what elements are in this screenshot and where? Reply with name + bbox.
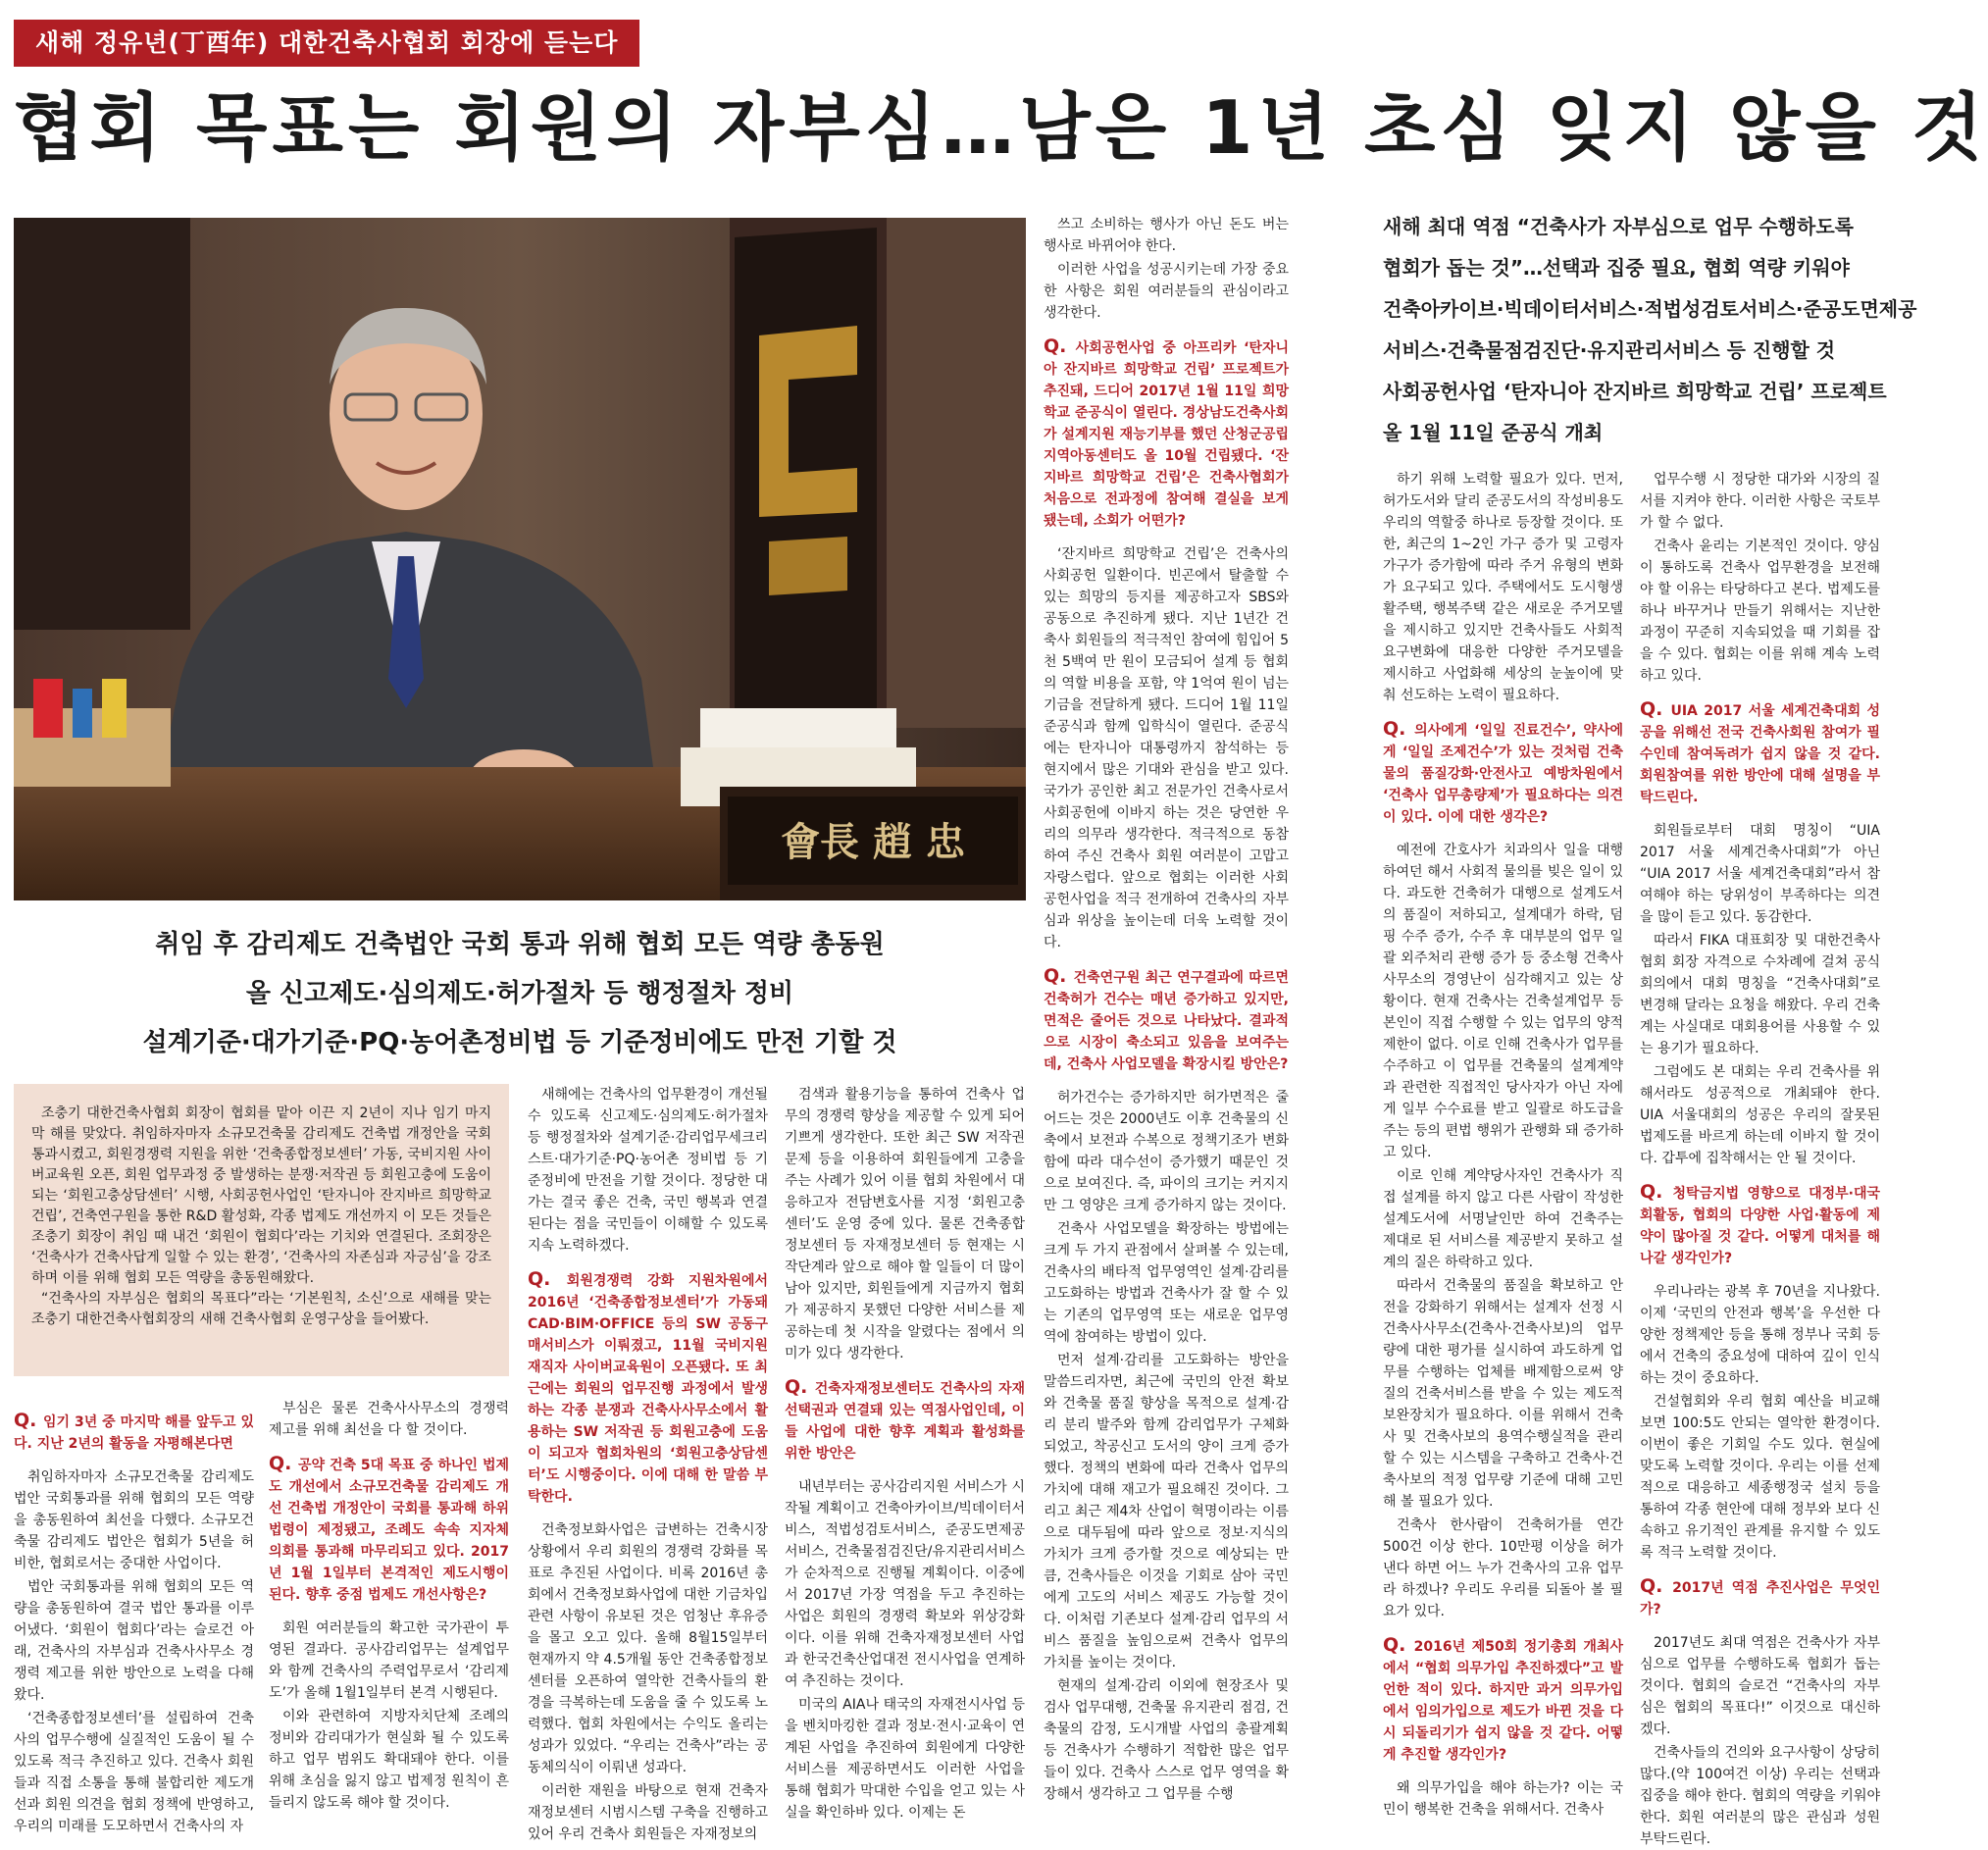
- body-paragraph: 이로 인해 계약당사자인 건축사가 직접 설계를 하지 않고 다른 사람이 작성한 설계도서에 서명날인만 하여 건축주는 제대로 된 서비스를 제공받지 못하고 설계의 질은 하락하고 있다.: [1383, 1168, 1623, 1270]
- section-kicker: 새해 정유년(丁酉年) 대한건축사협회 회장에 듣는다: [14, 20, 639, 67]
- question: [1383, 1634, 1623, 1766]
- body-paragraph: 건축사 윤리는 기본적인 것이다. 양심이 통하도록 건축사 업무환경을 보전해야 할 이유는 타당하다고 본다. 법제도를 하나 바꾸거나 만들기 위해서는 지난한 과정이 꾸준히 지속되었을 때 기회를 잡을 수 있다. 협회는 이를 위해 계속 노력하고 있다.: [1640, 539, 1880, 684]
- body-paragraph: 이러한 사업을 성공시키는데 가장 중요한 사항은 회원 여러분들의 관심이라고 생각한다.: [1044, 262, 1289, 321]
- headline: 협회 목표는 회원의 자부심…남은 1년 초심 잊지 않을 것: [14, 84, 1988, 171]
- body-paragraph: 검색과 활용기능을 통하여 건축사 업무의 경쟁력 향상을 제공할 수 있게 되어 기쁘게 생각한다. 또한 최근 SW 저작권 문제 등을 이용하여 회원들에게 고충을 주는 사례가 있어 이를 협회 차원에서 대응하고자 전담변호사를 지정 ‘회원고충센터’도 운영 중에 있다. 물론 건축종합정보센터 등 자재정보센터 등 현재는 시작단계라 앞으로 해야 할 일들이 더 많이 남아 있지만, 회원들에게 지금까지 협회가 제공하지 못했던 다양한 서비스를 제공하는데 첫 시작을 알렸다는 점에서 의미가 있다 생각한다.: [785, 1087, 1025, 1362]
- question-marker: Q.: [1640, 1575, 1673, 1597]
- subhead-3: 설계기준·대가기준·PQ·농어촌정비법 등 기준정비에도 만전 기할 것: [142, 1028, 897, 1057]
- body-paragraph: 하기 위해 노력할 필요가 있다. 먼저, 허가도서와 달리 준공도서의 작성비용도 우리의 역할중 하나로 등장할 것이다. 또한, 최근의 1~2인 가구 증가 및 고령자 가구가 증가함에 따라 주거 유형의 변화가 요구되고 있다. 주택에서도 도시형생활주택, 행복주택 같은 새로운 주거모델을 제시하고 있지만 건축사들도 사회적 요구변화에 대응한 다양한 주거모델을 제시하고 사업화해 세상의 눈높이에 맞춰 선도하는 노력이 필요하다.: [1383, 472, 1623, 703]
- subheads: [14, 920, 1026, 1067]
- subhead-1: 취임 후 감리제도 건축법안 국회 통과 위해 협회 모든 역량 총동원: [155, 930, 885, 959]
- body-paragraph: 미국의 AIA나 태국의 자재전시사업 등을 벤치마킹한 결과 정보·전시·교육이 연계된 사업을 추진하여 회원에게 다양한 서비스를 제공하면서도 이러한 사업을 통해 협회가 막대한 수입을 얻고 있는 사실을 확인하바 있다. 이제는 돈: [785, 1697, 1025, 1821]
- body-paragraph: 2017년도 최대 역점은 건축사가 자부심으로 업무를 수행하도록 협회가 돕는 것이다. 협회의 슬로건 “건축사의 자부심은 협회의 목표다!” 이것으로 대신하겠다.: [1640, 1635, 1880, 1737]
- question: [1640, 698, 1880, 808]
- right-subhead: 올 1월 11일 준공식 개최: [1383, 421, 1604, 444]
- article-column-4: [785, 1084, 1025, 1829]
- right-subhead: 협회가 돕는 것”…선택과 집중 필요, 협회 역량 키워야: [1383, 256, 1850, 280]
- body-paragraph: 건축사 사업모델을 확장하는 방법에는 크게 두 가지 관점에서 살펴볼 수 있는데, 건축사의 배타적 업무영역인 설계·감리를 고도화하는 방법과 건축사가 잘 할 수 있는 기존의 업무영역 또는 새로운 업무영역에 참여하는 방법이 있다.: [1044, 1221, 1289, 1345]
- body-paragraph: 이러한 재원을 바탕으로 현재 건축자재정보센터 시범시스템 구축을 진행하고 있어 우리 건축사 회원들은 자재정보의: [528, 1783, 768, 1842]
- body-paragraph: 회원들로부터 대회 명칭이 “UIA 2017 서울 세계건축사대회”가 아닌 “UIA 2017 서울 세계건축대회”라서 참여해야 하는 당위성이 부족하다는 의견을 많이 듣고 있다. 동감한다.: [1640, 823, 1880, 925]
- right-subheads: [1383, 206, 1917, 453]
- question: [1383, 718, 1623, 828]
- body-paragraph: 따라서 FIKA 대표회장 및 대한건축사협회 회장 자격으로 수차례에 걸쳐 공식회의에서 대회 명칭을 “건축사대회”로 변경해 달라는 요청을 해왔다. 우리 건축계는 사실대로 대회용어를 사용할 수 있는 용기가 필요하다.: [1640, 933, 1880, 1056]
- question: [1044, 965, 1289, 1075]
- lead-box: [14, 1084, 509, 1376]
- body-paragraph: 건축사들의 건의와 요구사항이 상당히 많다.(약 100여건 이상) 우리는 선택과 집중을 해야 한다. 협회의 역량을 키워야 한다. 회원 여러분의 많은 관심과 성원 부탁드린다.: [1640, 1745, 1880, 1847]
- question-text: 임기 3년 중 마지막 해를 앞두고 있다. 지난 2년의 활동을 자평해본다면: [14, 1414, 254, 1452]
- body-paragraph: 왜 의무가입을 해야 하는가? 이는 국민이 행복한 건축을 위해서다. 건축사: [1383, 1780, 1623, 1818]
- body-paragraph: ‘잔지바르 희망학교 건립’은 건축사의 사회공헌 일환이다. 빈곤에서 탈출할 수 있는 희망의 등지를 제공하고자 SBS와 공동으로 추진하게 됐다. 지난 1년간 건축사 회원들의 적극적인 참여에 힘입어 5천 5백여 만 원이 모금되어 설계 등 협회의 역할 비용을 포함, 약 1억여 원이 넘는 기금을 전달하게 됐다. 드디어 1월 11일 준공식과 함께 입학식이 열린다. 준공식에는 탄자니아 대통령까지 참석하는 등 현지에서 많은 기대와 관심을 받고 있다. 국가가 공인한 최고 전문가인 건축사로서 사회공헌에 이바지 하는 것은 당연한 우리의 의무라 생각한다. 적극적으로 동참하여 주신 건축사 회원 여러분이 고맙고 자랑스럽다. 앞으로 협회는 이러한 사회공헌사업을 적극 전개하여 건축사의 자부심과 위상을 높이는데 더욱 노력할 것이다.: [1044, 546, 1289, 951]
- body-paragraph: 건설협회와 우리 협회 예산을 비교해 보면 100:5도 안되는 열악한 환경이다. 이번이 좋은 기회일 수도 있다. 현실에 맞도록 노력할 것이다. 우리는 이를 선제적으로 대응하고 세종행정국 설치 등을 통하여 각종 현안에 대해 정부와 보다 신속하고 유기적인 관계를 유지할 수 있도록 적극 노력할 것이다.: [1640, 1394, 1880, 1561]
- body-paragraph: 건축정보화사업은 급변하는 건축시장 상황에서 우리 회원의 경쟁력 강화를 목표로 추진된 사업이다. 비록 2016년 총회에서 건축정보화사업에 대한 기금차입 관련 사항이 유보된 것은 엄청난 후유증을 몰고 오고 있다. 올해 8월15일부터 현재까지 약 4.5개월 동안 건축종합정보센터를 오픈하여 열악한 건축사들의 환경을 극복하는데 도움을 줄 수 있도록 노력했다. 협회 차원에서는 수익도 올리는 성과가 있었다. “우리는 건축사”라는 공동체의식이 이뤄낸 성과다.: [528, 1522, 768, 1775]
- question-text: 의사에게 ‘일일 진료건수’, 약사에게 ‘일일 조제건수’가 있는 것처럼 건축물의 품질강화·안전사고 예방차원에서 ‘건축사 업무총량제’가 필요하다는 의견이 있다. 이에 대한 생각은?: [1383, 723, 1623, 825]
- body-paragraph: 법안 국회통과를 위해 협회의 모든 역량을 총동원하여 결국 법안 통과를 이루어냈다. ‘회원이 협회다’라는 슬로건 아래, 건축사의 자부심과 건축사사무소 경쟁력 제고를 위한 방안으로 노력을 다해왔다.: [14, 1579, 254, 1703]
- article-column-5: [1044, 214, 1289, 1829]
- article-column-3: [528, 1084, 769, 1842]
- question-text: 공약 건축 5대 목표 중 하나인 법제도 개선에서 소규모건축물 감리제도 개선 건축법 개정안이 국회를 통과해 하위법령이 제정됐고, 조례도 속속 지자체 의회를 통과해 마무리되고 있다. 2017년 1월 1일부터 본격적인 제도시행이 된다. 향후 중점 법제도 개선사항은?: [269, 1458, 509, 1603]
- question-marker: Q.: [1640, 1181, 1673, 1203]
- question: [269, 1453, 509, 1606]
- question: [785, 1376, 1025, 1465]
- body-paragraph: 이와 관련하여 지방자치단체 조례의 정비와 감리대가가 현실화 될 수 있도록 하고 업무 범위도 확대돼야 한다. 이를 위해 초심을 잃지 않고 법제정 원칙이 흔들리지 않도록 해야 할 것이다.: [269, 1709, 509, 1811]
- question-text: 회원경쟁력 강화 지원차원에서 2016년 ‘건축종합정보센터’가 가동돼 CAD·BIM·OFFICE 등의 SW 공동구매서비스가 이뤄졌고, 11월 국비지원 재직자 사이버교육원이 오픈됐다. 또 최근에는 회원의 업무진행 과정에서 발생하는 각종 분쟁과 건축사사무소에서 활용하는 SW 저작권 등 회원고충에 도움이 되고자 협회차원의 ‘회원고충상담센터’도 시행중이다. 이에 대해 한 말씀 부탁한다.: [528, 1273, 769, 1505]
- right-subhead: 건축아카이브·빅데이터서비스·적법성검토서비스·준공도면제공: [1383, 297, 1917, 321]
- question-text: 건축자재정보센터도 건축사의 자재선택권과 연결돼 있는 역점사업인데, 이들 사업에 대한 향후 계획과 활성화를 위한 방안은: [785, 1381, 1026, 1462]
- question: [1640, 1575, 1880, 1620]
- right-subhead: 서비스·건축물점검진단·유지관리서비스 등 진행할 것: [1383, 338, 1836, 362]
- question-text: 사회공헌사업 중 아프리카 ‘탄자니아 잔지바르 희망학교 건립’ 프로젝트가 추진돼, 드디어 2017년 1월 11일 희망학교 준공식이 열린다. 경상남도건축사회가 설계지원 재능기부를 했던 산청군공립지역아동센터도 올 10월 건립됐다. ‘잔지바르 희망학교 건립’은 건축사협회가 처음으로 전과정에 참여해 결실을 보게 됐는데, 소회가 어떤가?: [1044, 340, 1289, 529]
- nameplate: 會長 趙 忠: [781, 819, 965, 865]
- body-paragraph: 먼저 설계·감리를 고도화하는 방안을 말씀드리자면, 최근에 국민의 안전 확보와 건축물 품질 향상을 목적으로 설계·감리 분리 발주와 함께 감리업무가 구체화되었고, 착공신고 도서의 양이 크게 증가했다. 정책의 변화에 따라 건축사 업무의 가치에 대해 재고가 필요해진 것이다. 그리고 최근 제4차 산업이 혁명이라는 이름으로 대두됨에 따라 앞으로 정보·지식의 가치가 크게 증가할 것으로 예상되는 만큼, 건축사들은 이것을 기회로 삼아 국민에게 고도의 서비스 제공도 가능할 것이다. 이처럼 기존보다 설계·감리 업무의 서비스 품질을 높임으로써 건축사 업무의 가치를 높이는 것이다.: [1044, 1353, 1289, 1670]
- body-paragraph: 내년부터는 공사감리지원 서비스가 시작될 계획이고 건축아카이브/빅데이터서비스, 적법성검토서비스, 준공도면제공서비스, 건축물점검진단/유지관리서비스가 순차적으로 진행될 계획이다. 이중에서 2017년 가장 역점을 두고 추진하는 사업은 회원의 경쟁력 확보와 위상강화이다. 이를 위해 건축자재정보센터 사업과 한국건축산업대전 전시사업을 연계하여 추진하는 것이다.: [785, 1479, 1025, 1689]
- question-marker: Q.: [14, 1410, 44, 1431]
- body-paragraph: 우리나라는 광복 후 70년을 지나왔다. 이제 ‘국민의 안전과 행복’을 우선한 다양한 정책제안 등을 통해 정부나 국회 등에서 건축의 중요성에 대하여 깊이 인식하는 것이 중요하다.: [1640, 1284, 1880, 1386]
- question-text: 2017년 역점 추진사업은 무엇인가?: [1640, 1580, 1880, 1618]
- question-marker: Q.: [1640, 698, 1671, 720]
- question-marker: Q.: [1044, 335, 1076, 357]
- article-column-7: [1640, 469, 1881, 1847]
- body-paragraph: 현재의 설계·감리 이외에 현장조사 및 검사 업무대행, 건축물 유지관리 점검, 건축물의 감정, 도시개발 사업의 총괄계획 등 건축사가 수행하기 적합한 많은 업무들이 있다. 건축사 스스로 업무 영역을 확장해서 생각하고 그 업무를 수행: [1044, 1678, 1289, 1802]
- body-paragraph: 부심은 물론 건축사사무소의 경쟁력 제고를 위해 최선을 다 할 것이다.: [269, 1401, 509, 1438]
- body-paragraph: 그럼에도 본 대회는 우리 건축사를 위해서라도 성공적으로 개최돼야 한다. UIA 서울대회의 성공은 우리의 잘못된 법제도를 바르게 하는데 이바지 할 것이다. 갑투에 집착해서는 안 될 것이다.: [1640, 1064, 1880, 1166]
- subhead-2: 올 신고제도·심의제도·허가절차 등 행정절차 정비: [245, 979, 794, 1008]
- question: [528, 1268, 768, 1508]
- body-paragraph: ‘건축종합정보센터’를 설립하여 건축사의 업무수행에 실질적인 도움이 될 수 있도록 적극 추진하고 있다. 건축사 회원들과 직접 소통을 통해 불합리한 제도개선과 회원 의견을 협회 정책에 반영하고, 우리의 미래를 도모하면서 건축사의 자: [14, 1711, 254, 1834]
- question-marker: Q.: [1044, 965, 1074, 987]
- right-subhead: 사회공헌사업 ‘탄자니아 잔지바르 희망학교 건립’ 프로젝트: [1383, 380, 1887, 403]
- body-paragraph: 쓰고 소비하는 행사가 아닌 돈도 버는 행사로 바뀌어야 한다.: [1044, 217, 1289, 254]
- question-text: 2016년 제50회 정기총회 개최사에서 “협회 의무가입 추진하겠다”고 발언한 적이 있다. 하지만 과거 의무가입에서 임의가입으로 제도가 바뀐 것을 다시 되돌리기가 쉽지 않을 것 같다. 어떻게 추진할 생각인가?: [1383, 1639, 1624, 1763]
- body-paragraph: 허가건수는 증가하지만 허가면적은 줄어드는 것은 2000년도 이후 건축물의 신축에서 보전과 수복으로 정책기조가 변화함에 따라 대수선이 증가했기 때문인 것으로 보여진다. 즉, 파이의 크기는 커지지만 그 영양은 크게 증가하지 않는 것이다.: [1044, 1090, 1289, 1213]
- question-text: 건축연구원 최근 연구결과에 따르면 건축허가 건수는 매년 증가하고 있지만, 면적은 줄어든 것으로 나타났다. 결과적으로 시장이 축소되고 있음을 보여주는데, 건축사 사업모델을 확장시킬 방안은?: [1044, 970, 1290, 1072]
- question: [1044, 335, 1289, 532]
- article-column-1: [14, 1398, 254, 1834]
- question-marker: Q.: [785, 1376, 815, 1398]
- question-text: UIA 2017 서울 세계건축대회 성공을 위해선 전국 건축사회원 참여가 필수인데 참여독려가 쉽지 않을 것 같다. 회원참여를 위한 방안에 대해 설명을 부탁드린다.: [1640, 703, 1880, 805]
- question: [1640, 1181, 1880, 1269]
- right-subhead: 새해 최대 역점 “건축사가 자부심으로 업무 수행하도록: [1383, 215, 1854, 238]
- question-marker: Q.: [269, 1453, 299, 1474]
- question-text: 청탁금지법 영향으로 대정부·대국회활동, 협회의 다양한 사업·활동에 제약이 많아질 것 같다. 어떻게 대처를 해나갈 생각인가?: [1640, 1186, 1881, 1266]
- question-marker: Q.: [528, 1268, 567, 1290]
- body-paragraph: 건축사 한사람이 건축허가를 연간 500건 이상 한다. 10만평 이상을 허가 낸다 하면 어느 누가 건축사의 고유 업무라 하겠나? 우리도 우리를 되돌아 볼 필요가 있다.: [1383, 1517, 1623, 1619]
- body-paragraph: 예전에 간호사가 치과의사 일을 대행하여던 해서 사회적 물의를 빚은 일이 있다. 과도한 건축허가 대행으로 설계도서의 품질이 저하되고, 설계대가 하락, 덤핑 수주 증가, 수주 후 대부분의 업무 일괄 외주처리 관행 증가 등 중소형 건축사사무소의 경영난이 심각해지고 있는 상황이다. 현재 건축사는 건축설계업무 등 본인이 직접 수행할 수 있는 업무의 양적 제한이 없다. 이로 인해 건축사가 업무를 수주하고 이 업무를 건축물의 설계계약과 관련한 직접적인 당사자가 아닌 자에게 일부 수수료를 받고 일괄로 하도급을 주는 등의 편법 행위가 관행화 돼 증가하고 있다.: [1383, 843, 1623, 1160]
- question-marker: Q.: [1383, 718, 1415, 740]
- body-paragraph: 업무수행 시 정당한 대가와 시장의 질서를 지켜야 한다. 이러한 사항은 국토부가 할 수 없다.: [1640, 472, 1880, 531]
- body-paragraph: 회원 여러분들의 확고한 국가관이 투영된 결과다. 공사감리업무는 설계업무와 함께 건축사의 주력업무로서 ‘감리제도’가 올해 1월1일부터 본격 시행된다.: [269, 1620, 509, 1701]
- lead-paragraph: “건축사의 자부심은 협회의 목표다”라는 ‘기본원칙, 소신’으로 새해를 맞는 조충기 대한건축사협회장의 새해 건축사협회 운영구상을 들어봤다.: [31, 1291, 491, 1327]
- body-paragraph: 취임하자마자 소규모건축물 감리제도 법안 국회통과를 위해 협회의 모든 역량을 총동원하여 최선을 다했다. 소규모건축물 감리제도 법안은 협회가 5년을 허비한, 협회로서는 중대한 사업이다.: [14, 1469, 254, 1571]
- article-column-2: [269, 1398, 509, 1829]
- body-paragraph: 새해에는 건축사의 업무환경이 개선될 수 있도록 신고제도·심의제도·허가절차 등 행정절차와 설계기준·감리업무세크리스트·대가기준·PQ·농어촌 정비법 등 기준정비에 만전을 기할 것이다. 정당한 대가는 결국 좋은 건축, 국민 행복과 연결된다는 점을 국민들이 이해할 수 있도록 지속 노력하겠다.: [528, 1087, 768, 1254]
- article-column-6: [1383, 469, 1623, 1829]
- question-marker: Q.: [1383, 1634, 1414, 1656]
- question: [14, 1410, 254, 1455]
- lead-paragraph: 조충기 대한건축사협회 회장이 협회를 맡아 이끈 지 2년이 지나 임기 마지막 해를 맞았다. 취임하자마자 소규모건축물 감리제도 건축법 개정안을 국회 통과시켰고, 회원경쟁력 지원을 위한 ‘건축종합정보센터’ 가동, 국비지원 사이버교육원 오픈, 회원 업무과정 중 발생하는 분쟁·저작권 등 회원고충에 도움이 되는 ‘회원고충상담센터’ 시행, 사회공헌사업인 ‘탄자니아 잔지바르 희망학교 건립’, 건축연구원을 통한 R&D 활성화, 각종 법제도 개선까지 이 모든 것들은 조충기 회장이 취임 때 내건 ‘회원이 협회다’라는 기치와 연결된다. 조회장은 ‘건축사가 건축사답게 일할 수 있는 환경’, ‘건축사의 자존심과 자긍심’을 강조하며 이를 위해 협회 모든 역량을 총동원해왔다.: [31, 1105, 491, 1286]
- interview-photo: [14, 218, 1026, 900]
- body-paragraph: 따라서 건축물의 품질을 확보하고 안전을 강화하기 위해서는 설계자 선정 시 건축사사무소(건축사·건축사보)의 업무량에 대한 평가를 실시하여 과도하게 업무를 수행하는 업체를 배제함으로써 양질의 건축서비스를 받을 수 있는 제도적 보완장치가 필요하다. 이를 위해서 건축사 및 건축사보의 용역수행실적을 관리할 수 있는 시스템을 구축하고 건축사·건축사보의 적정 업무량 기준에 대해 고민해 볼 필요가 있다.: [1383, 1278, 1623, 1510]
